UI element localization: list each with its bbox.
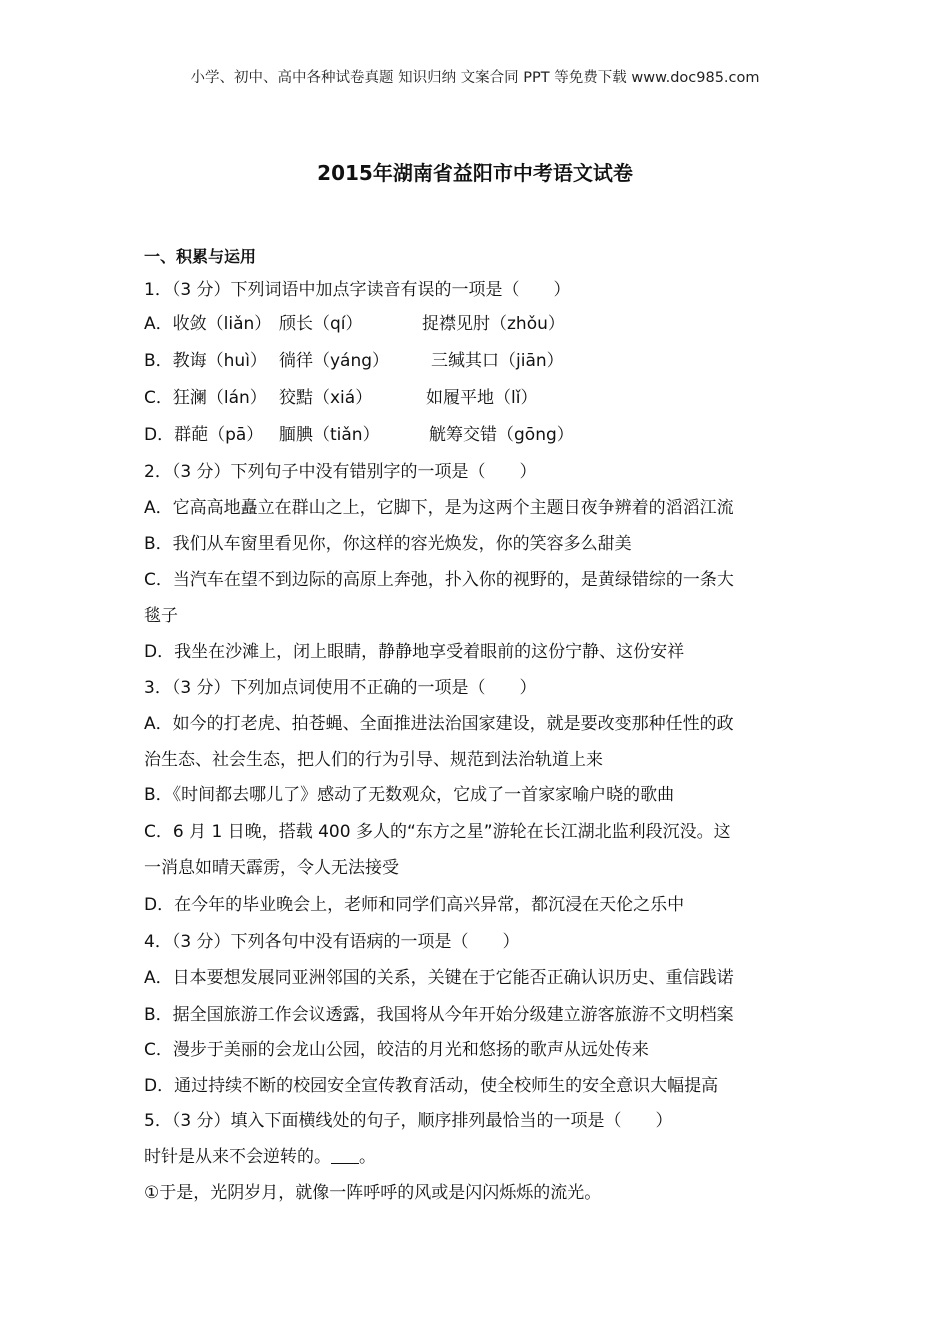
question-5-sentence (144, 1145, 376, 1169)
option-b-word-1: B．教诲（huì） (144, 351, 267, 371)
question-4-option-d: D．通过持续不断的校园安全宣传教育活动，使全校师生的安全意识大幅提高 (144, 1076, 719, 1096)
option-a-word-3: 捉襟见肘（zhǒu） (422, 314, 565, 334)
question-5-stem: 5．（3 分）填入下面横线处的句子，顺序排列最恰当的一项是（ ） (144, 1111, 673, 1131)
question-1-stem: 1．（3 分）下列词语中加点字读音有误的一项是（ ） (144, 280, 571, 300)
question-2-option-c-cont: 毯子 (144, 606, 178, 626)
option-d-word-1: D．群葩（pā） (144, 425, 264, 445)
question-2-stem: 2．（3 分）下列句子中没有错别字的一项是（ ） (144, 462, 537, 482)
sentence-text: 时针是从来不会逆转的。 (144, 1147, 331, 1167)
question-3-option-c-cont: 一消息如晴天霹雳，令人无法接受 (144, 858, 399, 878)
question-1-option-c (144, 386, 537, 410)
option-d-word-3: 觥筹交错（gōng） (429, 425, 574, 445)
fill-blank (331, 1147, 359, 1164)
option-d-word-2: 腼腆（tiǎn） (279, 425, 380, 445)
question-4-option-c: C．漫步于美丽的会龙山公园，皎洁的月光和悠扬的歌声从远处传来 (144, 1040, 649, 1060)
option-a-word-2: 颀长（qí） (279, 314, 363, 334)
option-c-word-3: 如履平地（lǐ） (426, 388, 538, 408)
question-4-option-a: A．日本要想发展同亚洲邻国的关系，关键在于它能否正确认识历史、重信践诺 (144, 968, 734, 988)
option-b-word-3: 三缄其口（jiān） (431, 351, 564, 371)
question-2-option-a: A．它高高地矗立在群山之上，它脚下，是为这两个主题日夜争辨着的滔滔江流 (144, 498, 734, 518)
question-4-option-b: B．据全国旅游工作会议透露，我国将从今年开始分级建立游客旅游不文明档案 (144, 1005, 734, 1025)
question-3-option-c: C．6 月 1 日晚，搭载 400 多人的“东方之星”游轮在长江湖北监利段沉没。这 (144, 822, 731, 842)
question-4-stem: 4．（3 分）下列各句中没有语病的一项是（ ） (144, 932, 520, 952)
question-3-option-a: A．如今的打老虎、拍苍蝇、全面推进法治国家建设，就是要改变那种任性的政 (144, 714, 734, 734)
question-5-item-1: ①于是，光阴岁月，就像一阵呼呼的风或是闪闪烁烁的流光。 (144, 1183, 602, 1203)
page-header: 小学、初中、高中各种试卷真题 知识归纳 文案合同 PPT 等免费下载 www.doc985.com (190, 70, 760, 86)
section-heading: 一、积累与运用 (144, 247, 257, 266)
question-3-stem: 3．（3 分）下列加点词使用不正确的一项是（ ） (144, 678, 537, 698)
option-c-word-2: 狡黠（xiá） (279, 388, 373, 408)
question-1-option-d (144, 423, 574, 447)
sentence-end: 。 (359, 1147, 376, 1167)
question-1-option-b (144, 349, 564, 373)
option-c-word-1: C．狂澜（lán） (144, 388, 267, 408)
question-2-option-d: D．我坐在沙滩上，闭上眼睛，静静地享受着眼前的这份宁静、这份安祥 (144, 642, 685, 662)
question-3-option-a-cont: 治生态、社会生态，把人们的行为引导、规范到法治轨道上来 (144, 750, 603, 770)
question-3-option-d: D．在今年的毕业晚会上，老师和同学们高兴异常，都沉浸在天伦之乐中 (144, 895, 685, 915)
option-a-word-1: A．收敛（liǎn） (144, 314, 272, 334)
question-3-option-b: B．《时间都去哪儿了》感动了无数观众，它成了一首家家喻户晓的歌曲 (144, 785, 675, 805)
question-2-option-b: B．我们从车窗里看见你，你这样的容光焕发，你的笑容多么甜美 (144, 534, 632, 554)
question-1-option-a (144, 312, 565, 336)
exam-title: 2015年湖南省益阳市中考语文试卷 (317, 161, 633, 185)
question-2-option-c: C．当汽车在望不到边际的高原上奔弛，扑入你的视野的，是黄绿错综的一条大 (144, 570, 734, 590)
option-b-word-2: 徜徉（yáng） (279, 351, 390, 371)
